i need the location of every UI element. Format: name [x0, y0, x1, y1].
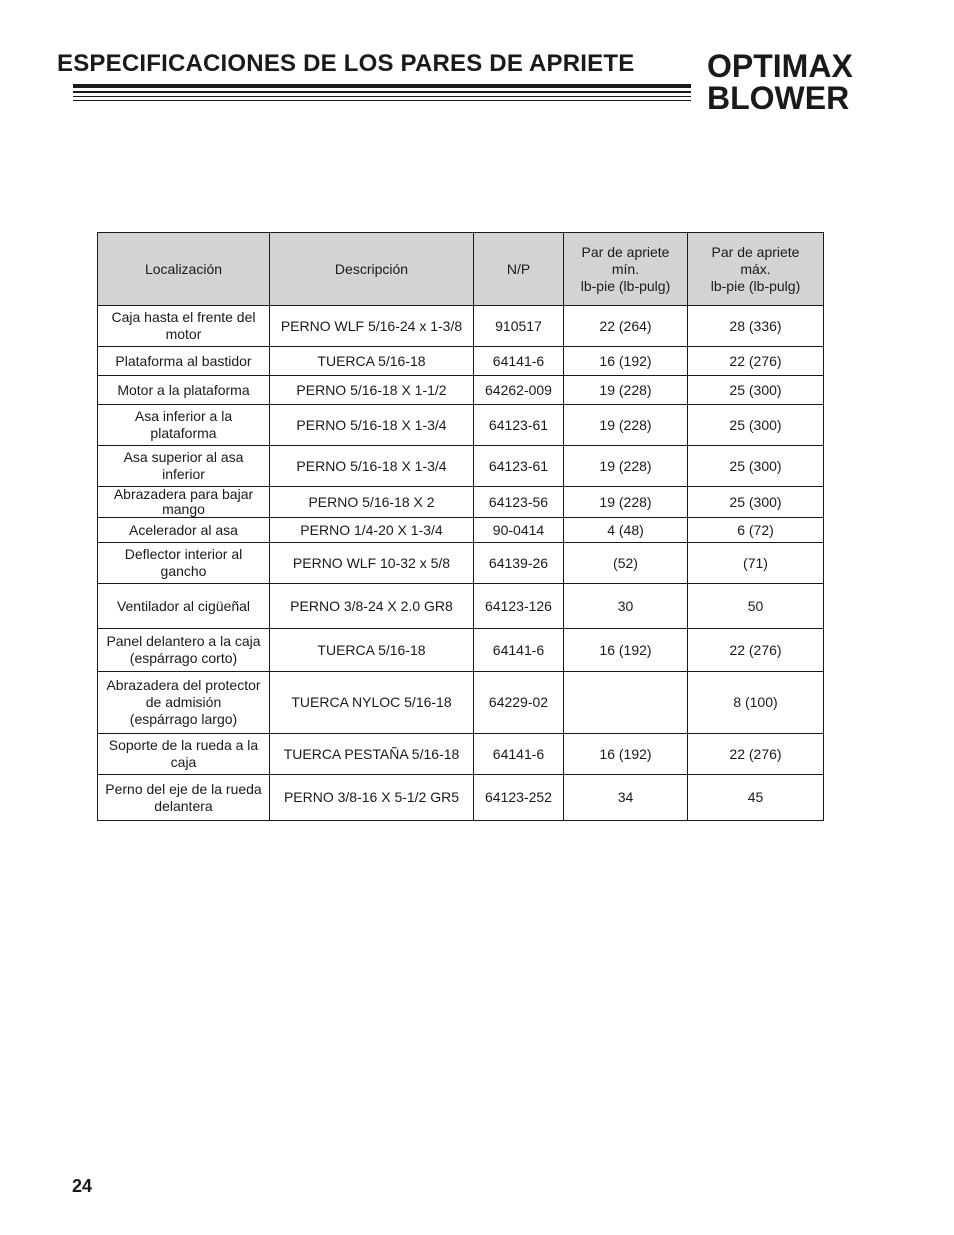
table-row	[98, 672, 824, 734]
cell-max-torque: (71)	[688, 543, 824, 584]
header-rule	[73, 96, 691, 97]
cell-location: Motor a la plataforma	[98, 376, 270, 405]
cell-min-torque: 19 (228)	[564, 487, 688, 518]
torque-spec-table	[97, 232, 824, 821]
cell-max-torque: 22 (276)	[688, 347, 824, 376]
brand-line-1: OPTIMAX	[707, 48, 853, 84]
cell-part-number: 64123-61	[474, 446, 564, 487]
cell-location: Perno del eje de la rueda delantera	[98, 775, 270, 821]
cell-description: PERNO 1/4-20 X 1-3/4	[270, 518, 474, 543]
cell-description: PERNO 3/8-24 X 2.0 GR8	[270, 584, 474, 629]
cell-part-number: 64141-6	[474, 629, 564, 672]
cell-max-torque: 25 (300)	[688, 376, 824, 405]
cell-location: Panel delantero a la caja (espárrago corto)	[98, 629, 270, 672]
cell-part-number: 90-0414	[474, 518, 564, 543]
column-header-description: Descripción	[270, 233, 474, 306]
cell-part-number: 64229-02	[474, 672, 564, 734]
cell-description: PERNO 5/16-18 X 1-1/2	[270, 376, 474, 405]
cell-location: Asa superior al asa inferior	[98, 446, 270, 487]
cell-part-number: 64123-56	[474, 487, 564, 518]
cell-min-torque: 19 (228)	[564, 376, 688, 405]
table-row	[98, 487, 824, 518]
table-row	[98, 376, 824, 405]
brand-title	[707, 50, 853, 114]
cell-min-torque: 34	[564, 775, 688, 821]
cell-location: Caja hasta el frente del motor	[98, 306, 270, 347]
cell-part-number: 910517	[474, 306, 564, 347]
cell-max-torque: 25 (300)	[688, 405, 824, 446]
brand-line-2: BLOWER	[707, 80, 850, 116]
cell-min-torque: 19 (228)	[564, 405, 688, 446]
cell-description: PERNO 5/16-18 X 1-3/4	[270, 446, 474, 487]
cell-min-torque	[564, 672, 688, 734]
table-row	[98, 405, 824, 446]
cell-location: Plataforma al bastidor	[98, 347, 270, 376]
cell-part-number: 64262-009	[474, 376, 564, 405]
cell-min-torque: 30	[564, 584, 688, 629]
table-row	[98, 518, 824, 543]
cell-location: Deflector interior al gancho	[98, 543, 270, 584]
cell-part-number: 64123-126	[474, 584, 564, 629]
cell-max-torque: 25 (300)	[688, 487, 824, 518]
cell-min-torque: (52)	[564, 543, 688, 584]
cell-max-torque: 6 (72)	[688, 518, 824, 543]
cell-location: Abrazadera del protector de admisión (espárrago largo)	[98, 672, 270, 734]
cell-max-torque: 22 (276)	[688, 629, 824, 672]
cell-min-torque: 16 (192)	[564, 734, 688, 775]
column-header-location: Localización	[98, 233, 270, 306]
cell-location: Acelerador al asa	[98, 518, 270, 543]
cell-max-torque: 50	[688, 584, 824, 629]
header-rule	[73, 100, 691, 101]
cell-description: TUERCA 5/16-18	[270, 629, 474, 672]
header-rule	[73, 91, 691, 93]
column-header-max-torque: Par de apriete máx. lb-pie (lb-pulg)	[688, 233, 824, 306]
cell-min-torque: 22 (264)	[564, 306, 688, 347]
cell-min-torque: 16 (192)	[564, 629, 688, 672]
header-rule	[73, 84, 691, 88]
cell-max-torque: 25 (300)	[688, 446, 824, 487]
table-row	[98, 347, 824, 376]
cell-location: Abrazadera para bajar mango	[98, 487, 270, 518]
cell-location: Soporte de la rueda a la caja	[98, 734, 270, 775]
table-header-row	[98, 233, 824, 306]
table-row	[98, 629, 824, 672]
cell-part-number: 64123-61	[474, 405, 564, 446]
column-header-part-number: N/P	[474, 233, 564, 306]
cell-description: PERNO 3/8-16 X 5-1/2 GR5	[270, 775, 474, 821]
table-row	[98, 446, 824, 487]
cell-part-number: 64141-6	[474, 347, 564, 376]
cell-max-torque: 28 (336)	[688, 306, 824, 347]
cell-description: TUERCA NYLOC 5/16-18	[270, 672, 474, 734]
cell-description: TUERCA 5/16-18	[270, 347, 474, 376]
cell-max-torque: 8 (100)	[688, 672, 824, 734]
cell-min-torque: 4 (48)	[564, 518, 688, 543]
cell-max-torque: 22 (276)	[688, 734, 824, 775]
table-row	[98, 584, 824, 629]
table-row	[98, 775, 824, 821]
cell-description: TUERCA PESTAÑA 5/16-18	[270, 734, 474, 775]
cell-description: PERNO WLF 10-32 x 5/8	[270, 543, 474, 584]
cell-max-torque: 45	[688, 775, 824, 821]
table-row	[98, 734, 824, 775]
cell-part-number: 64139-26	[474, 543, 564, 584]
cell-description: PERNO WLF 5/16-24 x 1-3/8	[270, 306, 474, 347]
page-number: 24	[72, 1176, 93, 1196]
cell-location: Asa inferior a la plataforma	[98, 405, 270, 446]
table-row	[98, 543, 824, 584]
cell-description: PERNO 5/16-18 X 1-3/4	[270, 405, 474, 446]
cell-min-torque: 16 (192)	[564, 347, 688, 376]
cell-description: PERNO 5/16-18 X 2	[270, 487, 474, 518]
cell-part-number: 64123-252	[474, 775, 564, 821]
cell-location: Ventilador al cigüeñal	[98, 584, 270, 629]
table-row	[98, 306, 824, 347]
cell-part-number: 64141-6	[474, 734, 564, 775]
column-header-min-torque: Par de apriete mín. lb-pie (lb-pulg)	[564, 233, 688, 306]
cell-min-torque: 19 (228)	[564, 446, 688, 487]
page-title: ESPECIFICACIONES DE LOS PARES DE APRIETE	[57, 50, 635, 77]
